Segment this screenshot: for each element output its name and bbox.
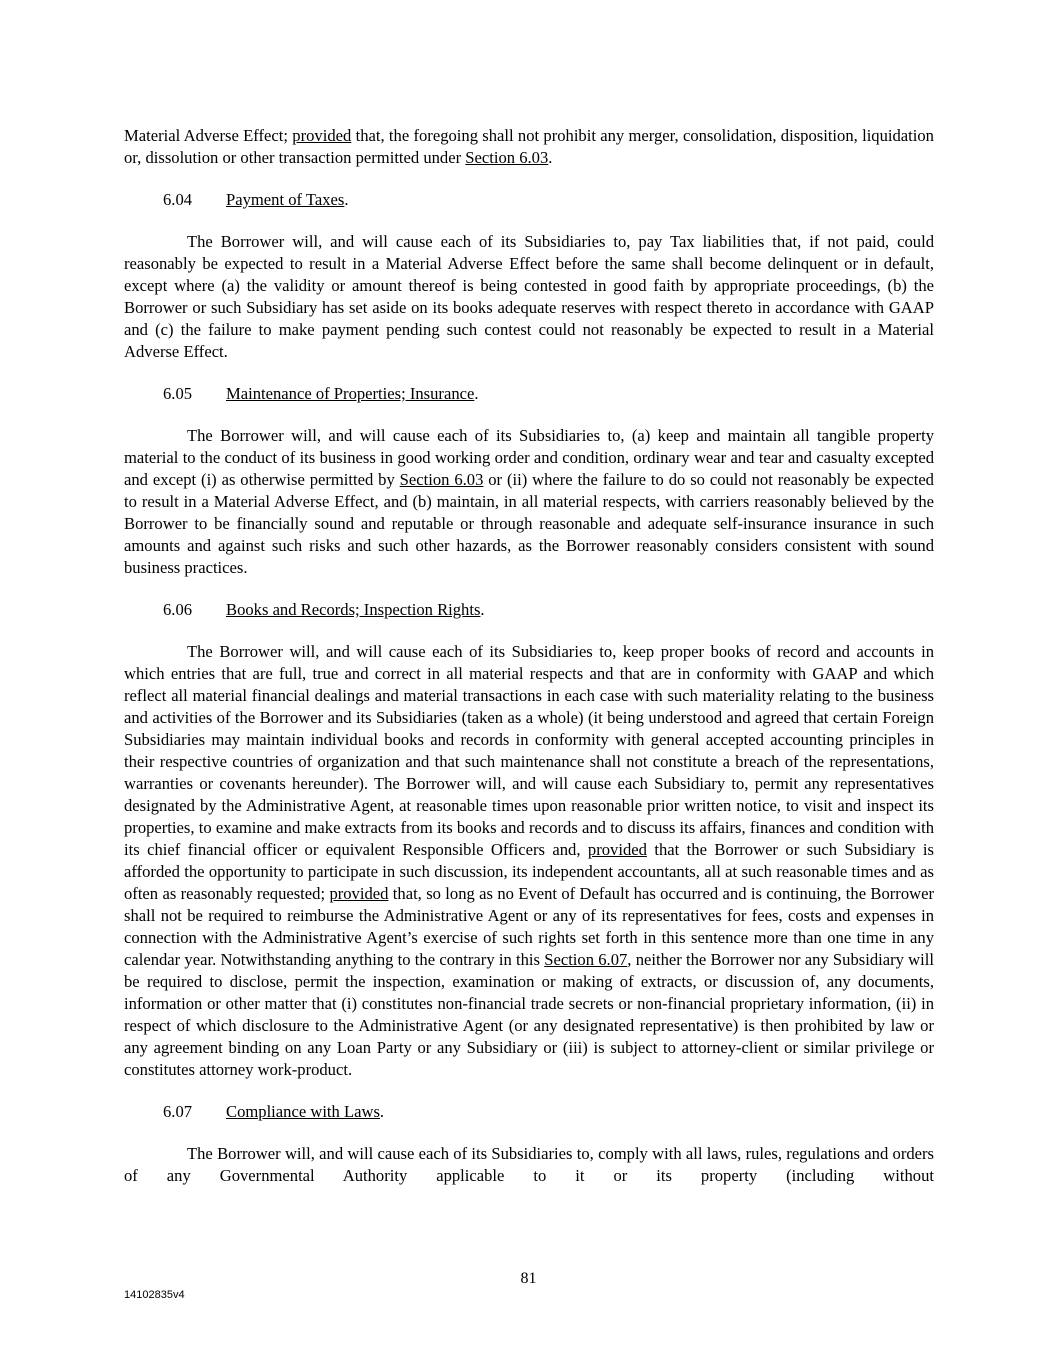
section-6-06-body	[124, 641, 934, 1081]
page-number: 81	[520, 1270, 537, 1287]
section-title: Maintenance of Properties; Insurance	[226, 384, 475, 403]
document-page	[124, 125, 934, 1187]
section-6-07-heading	[163, 1101, 934, 1123]
body-text: that the Borrower or such Subsidiary is afforded the opportunity to participate in such discussion, its independent accountants, all at such reasonable times and as often as reasonably requested;	[124, 840, 934, 903]
body-text: The Borrower will, and will cause each of its Subsidiaries to, (a) keep and maintain all tangible property material to the conduct of its business in good working order and condition, ordinary wear and tear and casualty excepted and except (i) as otherwise permitted by	[124, 426, 934, 489]
provided-term: provided	[292, 126, 352, 145]
section-6-07-body: The Borrower will, and will cause each of its Subsidiaries to, comply with all laws, rules, regulations and orders of any Governmental Authority applicable to it or its property (including without	[124, 1144, 934, 1185]
body-text: or (ii) where the failure to do so could not reasonably be expected to result in a Material Adverse Effect, and (b) maintain, in all material respects, with carriers reasonably believed by the Borrower to be financially sound and reputable or through reasonable and adequate self-insurance insurance in such amounts and against such risks and such other hazards, as the Borrower reasonably considers consistent with sound business practices.	[124, 470, 934, 577]
section-6-06-heading	[163, 599, 934, 621]
provided-term: provided	[587, 840, 647, 859]
body-text: that, so long as no Event of Default has occurred and is continuing, the Borrower shall not be required to reimburse the Administrative Agent or any of its representatives for fees, costs and expenses in connection with the Administrative Agent’s exercise of such rights set forth in this sentence more than one time in any calendar year. Notwithstanding anything to the contrary in this	[124, 884, 935, 969]
section-6-04-heading	[163, 189, 934, 211]
section-reference[interactable]: Section 6.07	[544, 950, 628, 969]
section-title: Compliance with Laws	[226, 1102, 380, 1121]
section-reference[interactable]: Section 6.03	[465, 148, 549, 167]
intro-paragraph	[124, 125, 934, 169]
section-number: 6.07	[163, 1102, 193, 1121]
section-6-04-body: The Borrower will, and will cause each of its Subsidiaries to, pay Tax liabilities that, if not paid, could reasonably be expected to result in a Material Adverse Effect before the same shall become delinquent or in default, except where (a) the validity or amount thereof is being contested in good faith by appropriate proceedings, (b) the Borrower or such Subsidiary has set aside on its books adequate reserves with respect thereto in accordance with GAAP and (c) the failure to make payment pending such contest could not reasonably be expected to result in a Material Adverse Effect.	[124, 232, 934, 361]
section-title: Books and Records; Inspection Rights	[226, 600, 481, 619]
section-6-05-body	[124, 425, 934, 579]
intro-text-1: Material Adverse Effect;	[124, 126, 293, 145]
heading-period: .	[344, 190, 349, 209]
heading-period: .	[480, 600, 485, 619]
document-id: 14102835v4	[124, 1289, 185, 1301]
intro-text-2: that, the foregoing shall not prohibit any merger, consolidation, disposition, liquidation or, dissolution or other transaction permitted under	[124, 126, 934, 167]
heading-period: .	[474, 384, 479, 403]
provided-term: provided	[329, 884, 389, 903]
body-text: , neither the Borrower nor any Subsidiary will be required to disclose, permit the inspection, examination or making of extracts, or discussion of, any documents, information or other matter that (i) constitutes non-financial trade secrets or non-financial proprietary information, (ii) in respect of which disclosure to the Administrative Agent (or any designated representative) is then prohibited by law or any agreement binding on any Loan Party or any Subsidiary or (iii) is subject to attorney-client or similar privilege or constitutes attorney work-product.	[124, 950, 934, 1079]
section-number: 6.04	[163, 190, 193, 209]
section-number: 6.06	[163, 600, 193, 619]
heading-period: .	[379, 1102, 385, 1121]
section-title: Payment of Taxes	[226, 190, 345, 209]
section-6-05-heading	[163, 383, 934, 405]
body-text: The Borrower will, and will cause each of its Subsidiaries to, keep proper books of record and accounts in which entries that are full, true and correct in all material respects and that are in conformity with GAAP and which reflect all material financial dealings and material transactions in each case with such materiality relating to the business and activities of the Borrower and its Subsidiaries (taken as a whole) (it being understood and agreed that certain Foreign Subsidiaries may maintain individual books and records in conformity with general accepted accounting principles in their respective countries of organization and that such maintenance shall not constitute a breach of the representations, warranties or covenants hereunder). The Borrower will, and will cause each Subsidiary to, permit any representatives designated by the Administrative Agent, at reasonable times upon reasonable prior written notice, to visit and inspect its properties, to examine and make extracts from its books and records and to discuss its affairs, finances and condition with its chief financial officer or equivalent Responsible Officers and,	[124, 642, 934, 859]
section-number: 6.05	[163, 384, 193, 403]
section-reference[interactable]: Section 6.03	[399, 470, 484, 489]
intro-end: .	[548, 148, 553, 167]
